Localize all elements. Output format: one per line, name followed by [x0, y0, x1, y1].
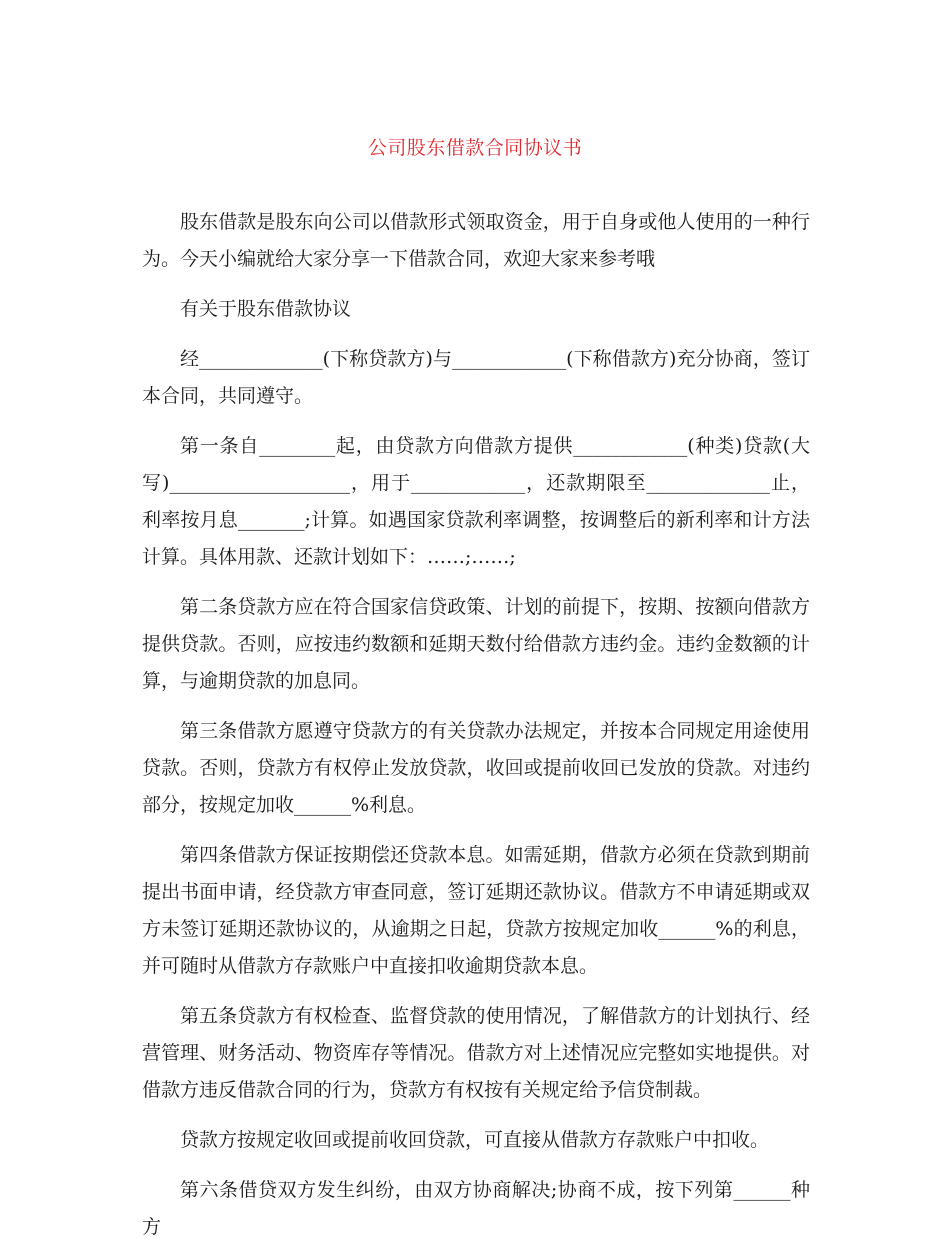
- paragraph-article-2: 第二条贷款方应在符合国家信贷政策、计划的前提下，按期、按额向借款方提供贷款。否则，应按违约数额和延期天数付给借款方违约金。违约金数额的计算，与逾期贷款的加息同。: [142, 596, 810, 692]
- paragraph-article-4: 第四条借款方保证按期偿还贷款本息。如需延期，借款方必须在贷款到期前提出书面申请，经贷款方审查同意，签订延期还款协议。借款方不申请延期或双方未签订延期还款协议的，从逾期之日起，贷款方按规定加收______%的利息，并可随时从借款方存款账户中直接扣收逾期贷款本息。: [142, 844, 810, 977]
- paragraph-heading: 有关于股东借款协议: [180, 298, 352, 320]
- paragraph-article-5: 第五条贷款方有权检查、监督贷款的使用情况，了解借款方的计划执行、经营管理、财务活动、物资库存等情况。借款方对上述情况应完整如实地提供。对借款方违反借款合同的行为，贷款方有权按有关规定给予信贷制裁。: [142, 1005, 810, 1101]
- document-title: 公司股东借款合同协议书: [367, 137, 583, 159]
- paragraph-article-5-note: 贷款方按规定收回或提前收回贷款，可直接从借款方存款账户中扣收。: [180, 1129, 770, 1151]
- paragraph-intro: 股东借款是股东向公司以借款形式领取资金，用于自身或他人使用的一种行为。今天小编就给大家分享一下借款合同，欢迎大家来参考哦: [142, 211, 810, 270]
- paragraph-article-1: 第一条自________起，由贷款方向借款方提供____________(种类)贷款(大写)___________________，用于____________，还款期限至_____________止，利率按月息_______;计算。如遇国家贷款利率调整，按调整后的新利率和计方法计算。具体用款、还款计划如下：……;……;: [142, 435, 810, 568]
- paragraph-article-3: 第三条借款方愿遵守贷款方的有关贷款办法规定，并按本合同规定用途使用贷款。否则，贷款方有权停止发放贷款，收回或提前收回已发放的贷款。对违约部分，按规定加收______%利息。: [142, 720, 810, 816]
- paragraph-article-6: 第六条借贷双方发生纠纷，由双方协商解决;协商不成，按下列第______种方: [142, 1179, 810, 1238]
- document-body: [142, 204, 810, 1259]
- paragraph-parties: 经_____________(下称贷款方)与____________(下称借款方)充分协商，签订本合同，共同遵守。: [142, 348, 810, 407]
